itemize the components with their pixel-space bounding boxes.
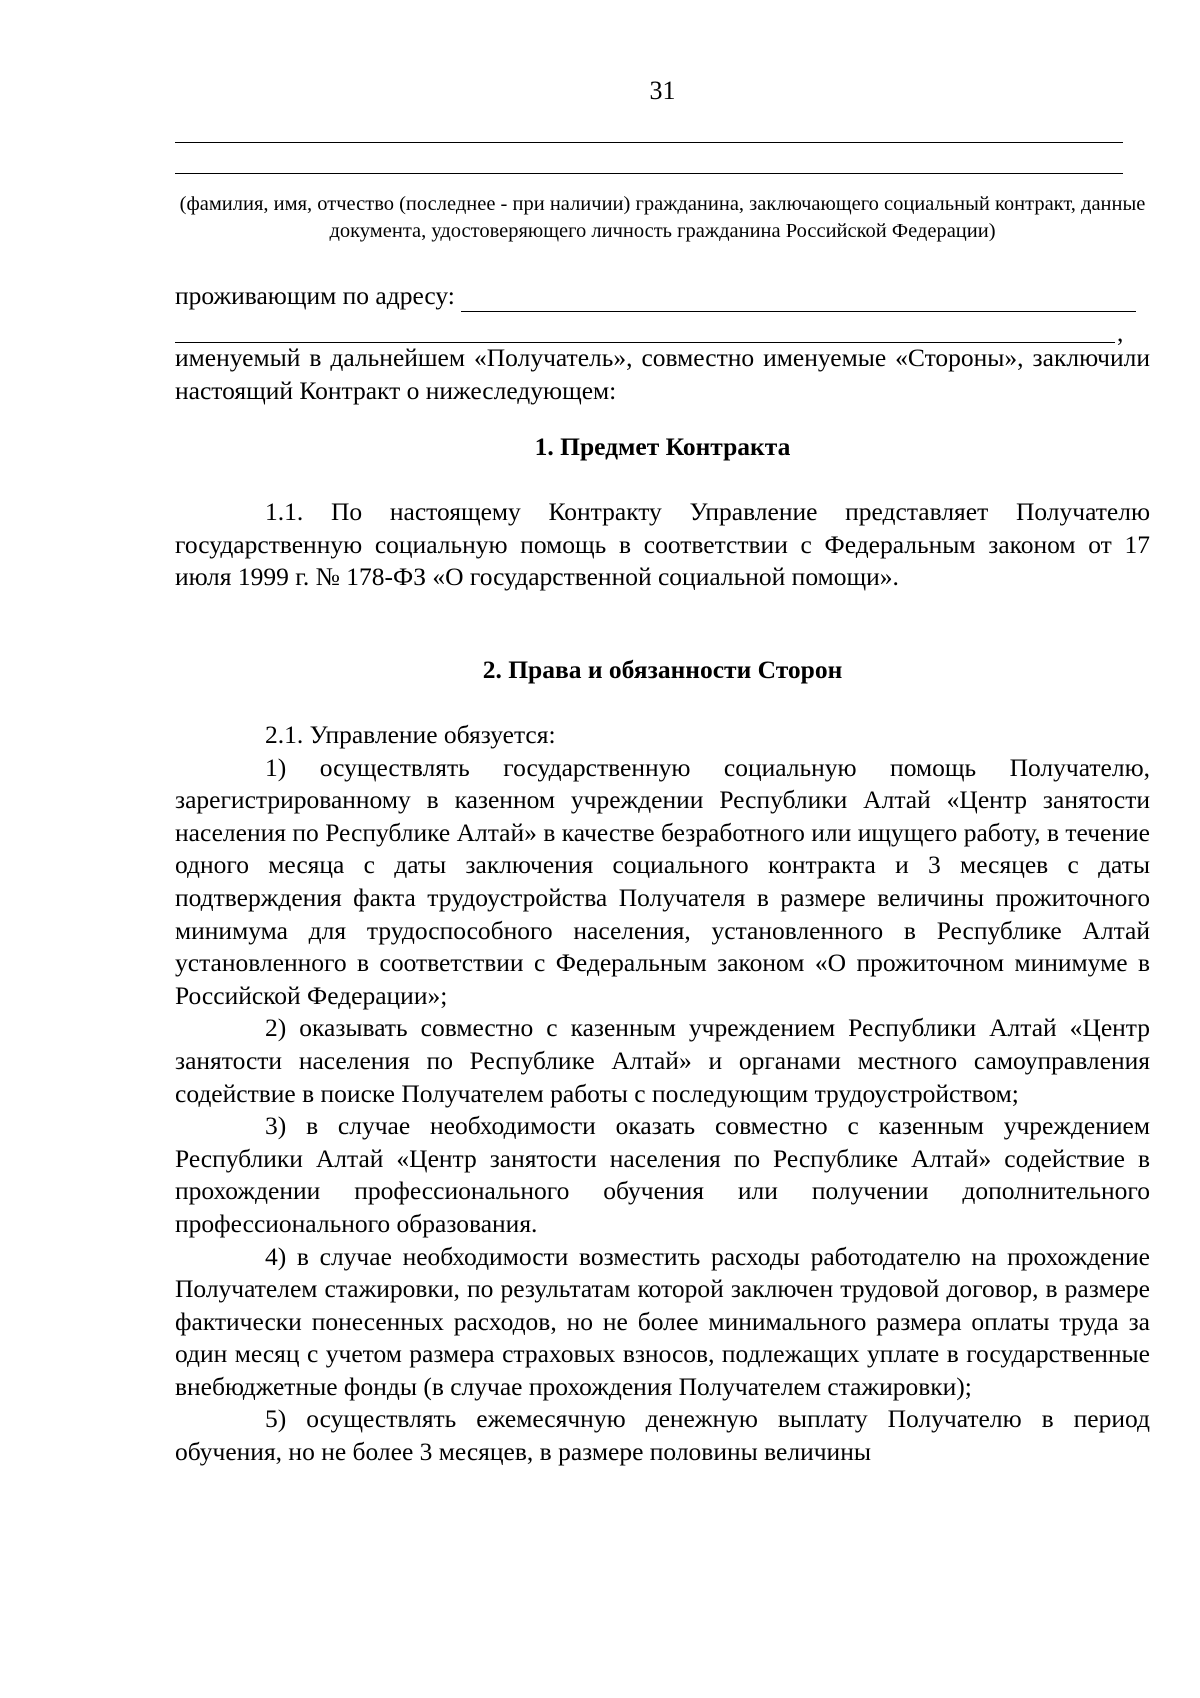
section-1-body xyxy=(175,496,1150,594)
section-1-heading: 1. Предмет Контракта xyxy=(534,432,791,461)
section-2-body xyxy=(175,719,1150,1469)
clause-1-1: 1.1. По настоящему Контракту Управление представляет Получателю государственную социальную помощь в соответствии с Федеральным законом от 17 июля 1999 г. № 178-ФЗ «О государственной социальной помощи». xyxy=(175,497,1150,592)
fill-in-line xyxy=(175,173,1123,174)
list-item: 2) оказывать совместно с казенным учреждением Республики Алтай «Центр занятости населения по Республике Алтай» и органами местного самоуправления содействие в поиске Получателем работы с последующим трудоустройством; xyxy=(175,1013,1150,1108)
section-2-heading: 2. Права и обязанности Сторон xyxy=(482,655,843,684)
address-row xyxy=(175,278,1150,312)
address-fill-line xyxy=(461,285,1136,312)
document-page xyxy=(175,0,1150,1698)
fill-in-line xyxy=(175,142,1123,143)
clause-2-1: 2.1. Управление обязуется: xyxy=(265,720,556,749)
list-item: 1) осуществлять государственную социальную помощь Получателю, зарегистрированному в казенном учреждении Республики Алтай «Центр занятости населения по Республике Алтай» в качестве безработного или ищущего работу, в течение одного месяца с даты заключения социального контракта и 3 месяцев с даты подтверждения факта трудоустройства Получателя в размере величины прожиточного минимума для трудоспособного населения, установленного в Республике Алтай установленного в соответствии с Федеральным законом «О прожиточном минимуме в Российской Федерации»; xyxy=(175,752,1150,1010)
list-item: 4) в случае необходимости возместить расходы работодателю на прохождение Получателем стажировки, по результатам которой заключен трудовой договор, в размере фактически понесенных расходов, но не более минимального размера оплаты труда за один месяц с учетом размера страховых взносов, подлежащих уплате в государственные внебюджетные фонды (в случае прохождения Получателем стажировки); xyxy=(175,1241,1150,1401)
list-item: 3) в случае необходимости оказать совместно с казенным учреждением Республики Алтай «Центр занятости населения по Республике Алтай» содействие в прохождении профессионального обучения или получении дополнительного профессионального образования. xyxy=(175,1111,1150,1238)
intro-text: именуемый в дальнейшем «Получатель», совместно именуемые «Стороны», заключили настоящий Контракт о нижеследующем: xyxy=(175,343,1150,405)
address-line-2 xyxy=(175,318,1150,347)
field-caption: (фамилия, имя, отчество (последнее - при наличии) гражданина, заключающего социальный контракт, данные документа, удостоверяющего личность гражданина Российской Федерации) xyxy=(179,193,1146,242)
address-label: проживающим по адресу: xyxy=(175,281,455,310)
list-item: 5) осуществлять ежемесячную денежную выплату Получателю в период обучения, но не более 3 месяцев, в размере половины величины xyxy=(175,1404,1150,1467)
intro-paragraph xyxy=(175,342,1150,407)
page-number: 31 xyxy=(649,76,676,105)
line-comma: , xyxy=(1117,318,1124,347)
